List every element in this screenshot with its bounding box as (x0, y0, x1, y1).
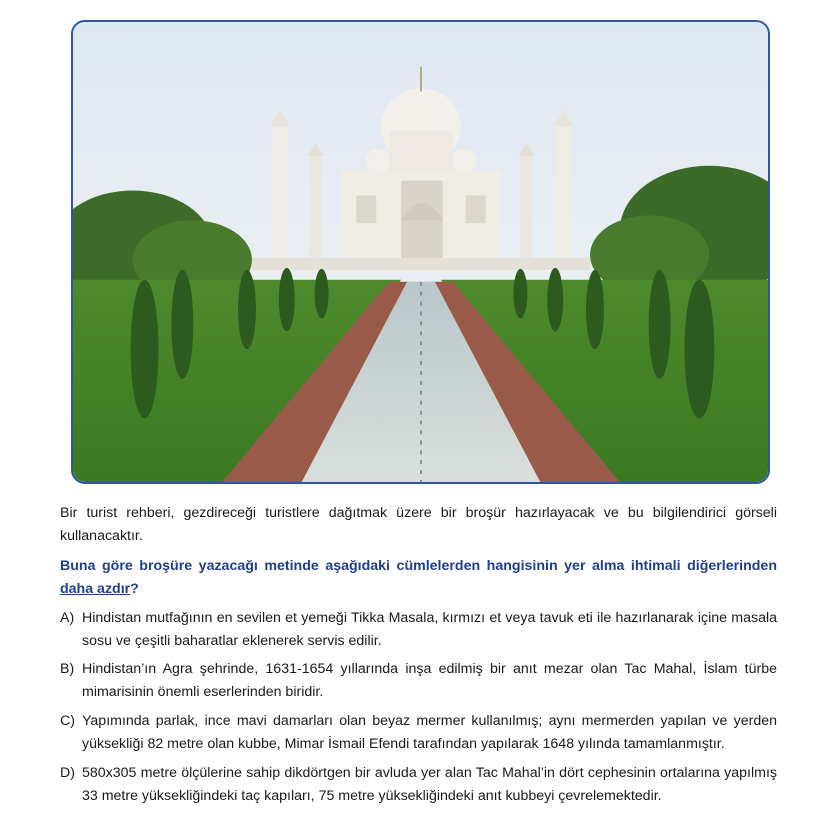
question-main: Buna göre broşüre yazacağı metinde aşağıdaki cümlelerden hangisinin yer alma ihtimali diğerlerinden (60, 558, 777, 574)
option-b[interactable] (60, 658, 777, 703)
option-d[interactable] (60, 762, 777, 807)
intro-paragraph: Bir turist rehberi, gezdireceği turistlere dağıtmak üzere bir broşür hazırlayacak ve bu bilgilendirici görseli kullanacaktır. (60, 505, 777, 544)
option-letter: D) (60, 765, 75, 781)
option-c[interactable] (60, 710, 777, 755)
option-letter: A) (60, 610, 75, 626)
taj-mahal-illustration (73, 22, 768, 482)
option-text: Hindistan’ın Agra şehrinde, 1631-1654 yıllarında inşa edilmiş bir anıt mezar olan Tac Mahal, İslam türbe mimarisinin önemli eserlerinden biridir. (82, 661, 777, 700)
question-text (60, 555, 777, 600)
option-text: 580x305 metre ölçülerine sahip dikdörtgen bir avluda yer alan Tac Mahal’in dört cephesinin ortalarına yapılmış 33 metre yüksekliğindeki taç kapıları, 75 metre yüksekliğindeki anıt kubbeyi çevrelemektedir. (82, 765, 777, 804)
option-text: Hindistan mutfağının en sevilen et yemeği Tikka Masala, kırmızı et veya tavuk eti ile hazırlanarak içine masala sosu ve çeşitli baharatlar eklenerek servis edilir. (82, 610, 777, 649)
question-end: ? (130, 580, 139, 597)
option-letter: C) (60, 713, 75, 729)
option-letter: B) (60, 661, 75, 677)
taj-mahal-photo (71, 20, 770, 484)
question-underlined: daha azdır (60, 580, 131, 597)
option-text: Yapımında parlak, ince mavi damarları olan beyaz mermer kullanılmış; aynı mermerden yapılan ve yerden yüksekliği 82 metre olan kubbe, Mimar İsmail Efendi tarafından yapılarak 1648 yılında tamamlanmıştır. (82, 713, 777, 752)
option-a[interactable] (60, 607, 777, 652)
